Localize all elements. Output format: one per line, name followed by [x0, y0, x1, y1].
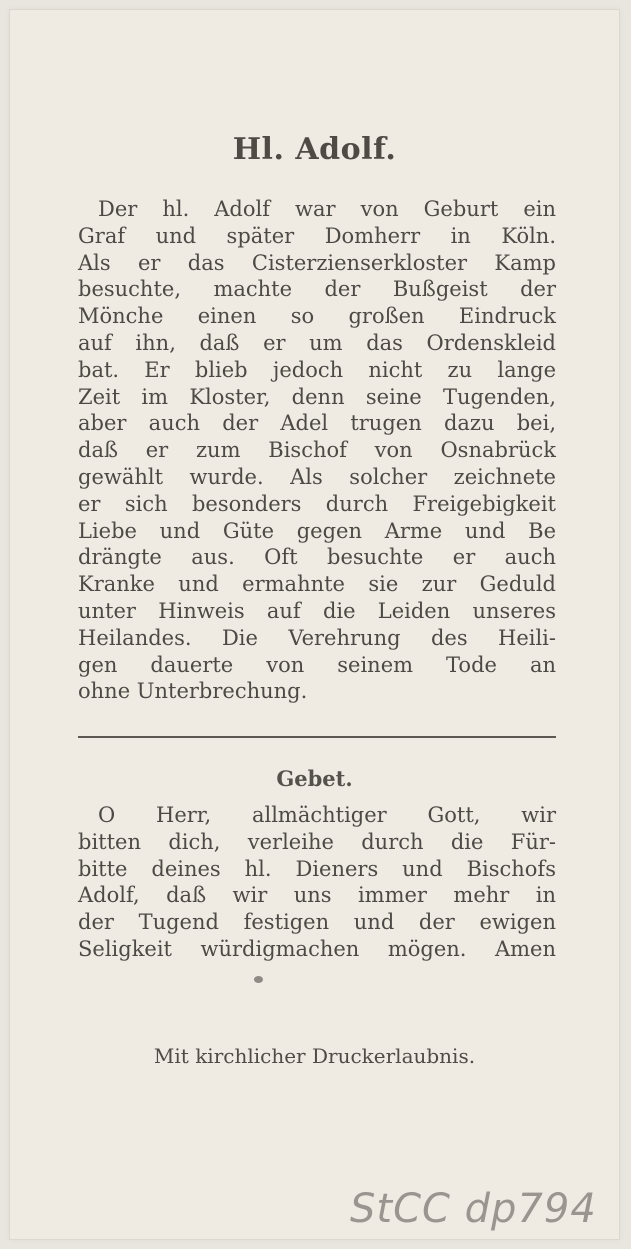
prayer-text — [78, 802, 556, 963]
legend-line: gen dauerte von seinem Tode an — [78, 652, 556, 677]
prayer-title: Gebet. — [276, 766, 353, 791]
legend-line: er sich besonders durch Freigebigkeit — [78, 491, 556, 516]
ink-dot — [254, 976, 263, 983]
legend-line: Liebe und Güte gegen Arme und Be — [78, 518, 556, 543]
legend-line: Als er das Cisterzienserkloster Kamp — [78, 250, 556, 275]
legend-line: ohne Unterbrechung. — [78, 679, 308, 704]
legend-line: daß er zum Bischof von Osnabrück — [78, 438, 556, 463]
legend-line: Heilandes. Die Verehrung des Heili- — [78, 625, 556, 650]
prayer-line: der Tugend festigen und der ewigen — [78, 910, 556, 935]
legend-line: bat. Er blieb jedoch nicht zu lange — [78, 357, 556, 382]
prayer-line: Seligkeit würdigmachen mögen. Amen — [78, 936, 556, 961]
legend-line: Kranke und ermahnte sie zur Geduld — [78, 572, 556, 597]
section-divider — [78, 736, 556, 738]
legend-line: Graf und später Domherr in Köln. — [78, 223, 556, 248]
handwritten-shelfmark: StCC dp794 — [350, 1186, 597, 1232]
legend-line: besuchte, machte der Bußgeist der — [78, 277, 556, 302]
imprimatur-note: Mit kirchlicher Druckerlaubnis. — [153, 1044, 476, 1068]
prayer-line: O Herr, allmächtiger Gott, wir — [98, 803, 556, 827]
holy-card-back — [10, 10, 619, 1239]
prayer-line: bitten dich, verleihe durch die Für- — [78, 829, 556, 854]
legend-line: Der hl. Adolf war von Geburt ein — [98, 197, 556, 221]
legend-line: auf ihn, daß er um das Ordenskleid — [78, 330, 556, 355]
prayer-line: bitte deines hl. Dieners und Bischofs — [78, 856, 556, 881]
legend-line: Mönche einen so großen Eindruck — [78, 304, 556, 329]
legend-line: gewählt wurde. Als solcher zeichnete — [78, 464, 556, 489]
legend-line: unter Hinweis auf die Leiden unseres — [78, 598, 556, 623]
legend-line: aber auch der Adel trugen dazu bei, — [78, 411, 556, 436]
legend-text — [78, 196, 556, 705]
legend-line: drängte aus. Oft besuchte er auch — [78, 545, 556, 570]
legend-line: Zeit im Kloster, denn seine Tugenden, — [78, 384, 556, 409]
prayer-line: Adolf, daß wir uns immer mehr in — [78, 883, 556, 908]
card-title: Hl. Adolf. — [232, 132, 397, 167]
